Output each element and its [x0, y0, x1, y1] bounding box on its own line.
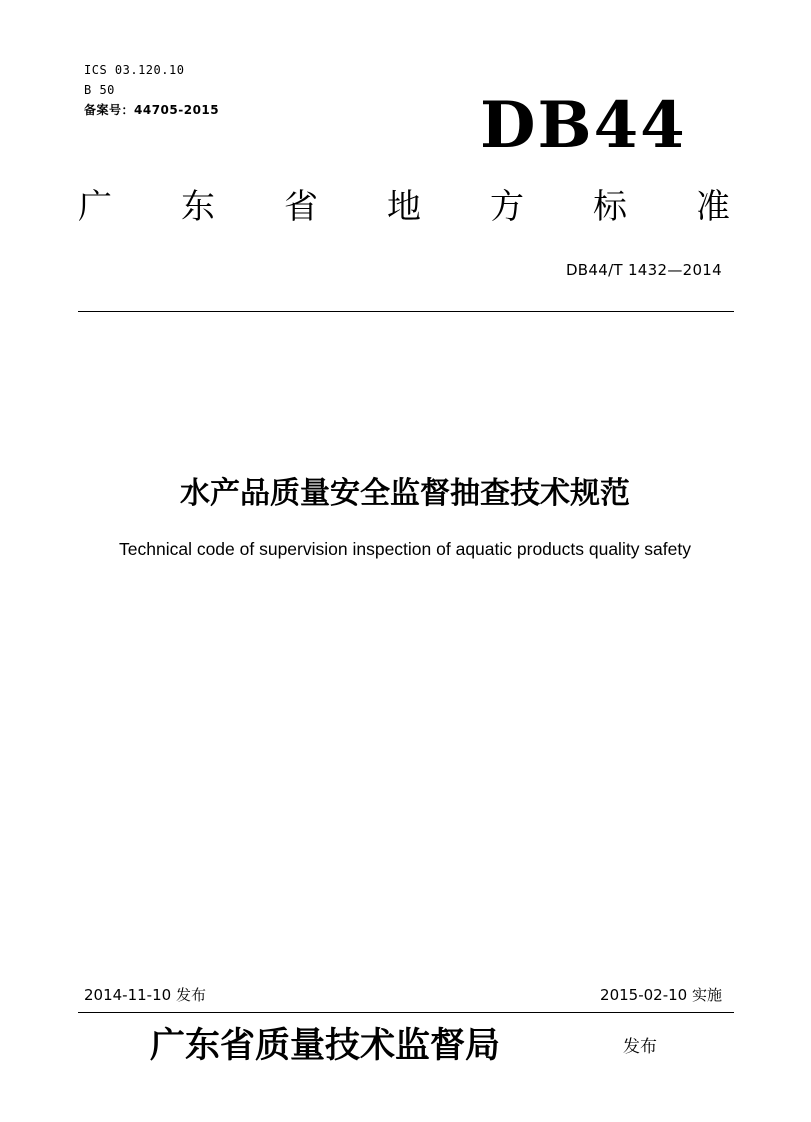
standard-code-logo: DB44	[480, 88, 687, 163]
issue-date: 2014-11-10 发布	[84, 986, 206, 1004]
issuing-label: 发布	[623, 1037, 657, 1057]
issuing-authority: 广东省质量技术监督局	[150, 1025, 501, 1066]
standard-type-char: 地	[387, 187, 421, 227]
top-divider	[78, 311, 734, 312]
filing-number: 备案号：44705-2015	[84, 103, 220, 117]
implementation-date: 2015-02-10 实施	[600, 986, 722, 1004]
ccs-code: B 50	[84, 83, 115, 97]
title-chinese: 水产品质量安全监督抽查技术规范	[180, 476, 630, 511]
standard-type-char: 广	[78, 187, 112, 227]
standard-type-char: 准	[696, 187, 730, 227]
standard-type-char: 标	[593, 187, 627, 227]
ics-code: ICS 03.120.10	[84, 63, 185, 77]
standard-type-char: 省	[284, 187, 318, 227]
standard-type-char: 方	[490, 187, 524, 227]
bottom-divider	[78, 1012, 734, 1013]
standard-type-char: 东	[181, 187, 215, 227]
standard-type-heading	[78, 180, 730, 234]
classification-block	[84, 60, 219, 120]
standard-number: DB44/T 1432—2014	[565, 261, 722, 279]
title-english: Technical code of supervision inspection of aquatic products quality safety	[119, 539, 691, 559]
